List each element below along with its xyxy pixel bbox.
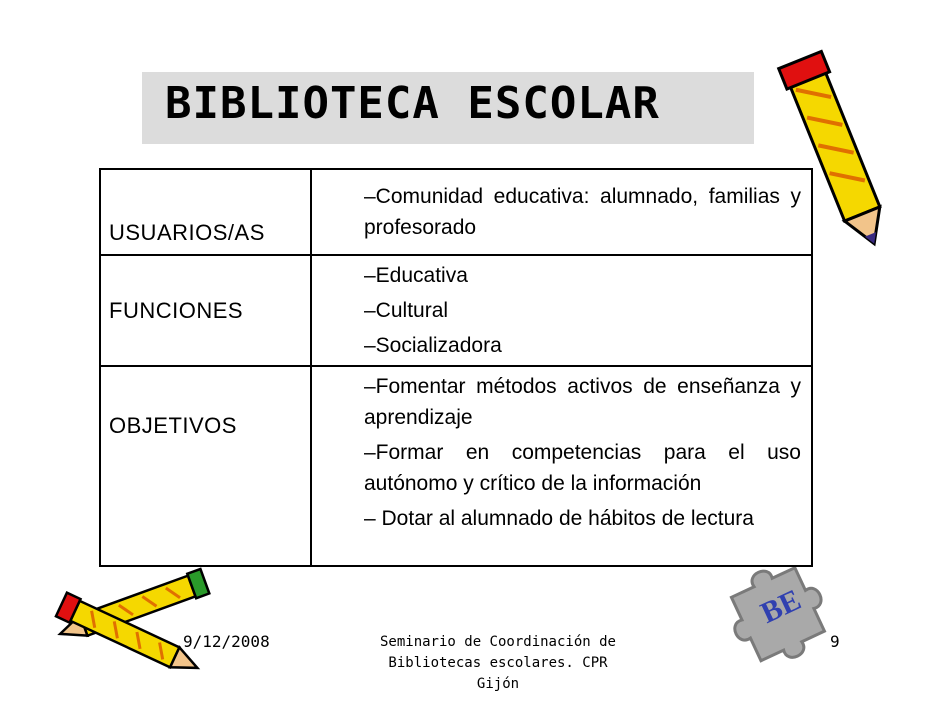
table-row xyxy=(100,255,812,366)
list-item: –Socializadora xyxy=(364,334,502,357)
slide-title: BIBLIOTECA ESCOLAR xyxy=(165,78,660,129)
list-item: –Formar en competencias para el uso autónomo y crítico de la información xyxy=(364,441,801,495)
table-row xyxy=(100,366,812,566)
table-row xyxy=(100,169,812,255)
list-item: – Dotar al alumnado de hábitos de lectura xyxy=(364,507,754,530)
row-content-funciones xyxy=(311,255,812,366)
page-number: 9 xyxy=(830,632,840,651)
row-label-usuarios: USUARIOS/AS xyxy=(100,169,311,255)
footer-date: 9/12/2008 xyxy=(183,632,270,651)
list-item: –Educativa xyxy=(364,264,468,287)
list-item: –Fomentar métodos activos de enseñanza y aprendizaje xyxy=(364,375,801,429)
badge-text: BE xyxy=(755,583,807,630)
footer-caption-line-2: Bibliotecas escolares. CPR Gijón xyxy=(388,655,608,692)
row-label-funciones: FUNCIONES xyxy=(100,255,311,366)
footer-caption xyxy=(368,632,628,695)
row-label-objetivos: OBJETIVOS xyxy=(100,366,311,566)
row-content-usuarios xyxy=(311,169,812,255)
list-item: –Comunidad educativa: alumnado, familias y profesorado xyxy=(364,185,801,239)
list-item: –Cultural xyxy=(364,299,449,322)
row-content-objetivos xyxy=(311,366,812,566)
pencils-icon xyxy=(30,560,220,685)
footer-caption-line-1: Seminario de Coordinación de xyxy=(379,634,616,650)
content-table xyxy=(99,168,813,567)
